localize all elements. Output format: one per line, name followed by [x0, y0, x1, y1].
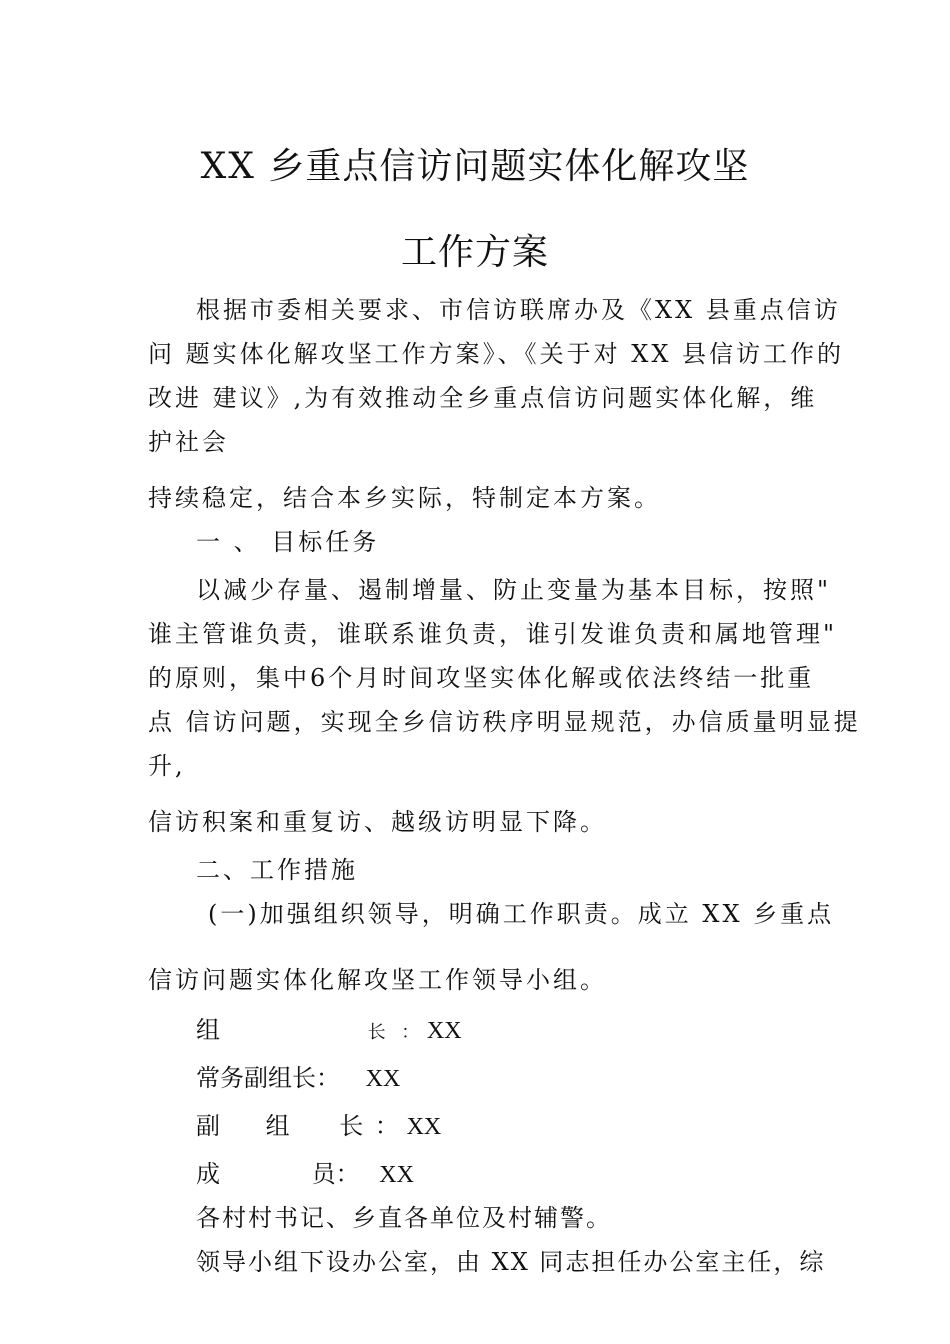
- document-title-line1: [0, 138, 950, 189]
- section1-heading: 一 、 目标任务: [196, 528, 380, 556]
- intro-line-3: 改进 建议》,为有效推动全乡重点信访问题实体化解，维: [148, 384, 818, 412]
- section2-heading: 二、工作措施: [196, 856, 358, 884]
- roster-exec-deputy: [196, 1058, 400, 1093]
- measure1-line-2: 信访问题实体化解攻坚工作领导小组。: [148, 966, 607, 994]
- roster-leader-value: XX: [426, 1018, 462, 1044]
- intro-line-1: 根据市委相关要求、市信访联席办及《XX 县重点信访: [196, 296, 841, 324]
- section1-line-4: 点 信访问题，实现全乡信访秩序明显规范，办信质量明显提: [148, 708, 861, 736]
- section1-line-3: 的原则，集中6个月时间攻坚实体化解或依法终结一批重: [148, 664, 815, 692]
- roster-deputy-label-b: 组: [265, 1112, 290, 1140]
- section1-line-5: 升,: [148, 752, 186, 780]
- measure1-line-1: (一)加强组织领导，明确工作职责。成立 XX 乡重点: [208, 900, 835, 928]
- office-line: 领导小组下设办公室，由 XX 同志担任办公室主任，综: [196, 1248, 826, 1276]
- title-placeholder-xx: XX: [200, 146, 256, 187]
- roster-deputy-label-a: 副: [196, 1112, 220, 1140]
- roster-members: [196, 1154, 414, 1189]
- title-text: 乡重点信访问题实体化解攻坚: [268, 146, 750, 187]
- roster-member-label-a: 成: [196, 1160, 220, 1188]
- roster-deputy-label-c: 长: [339, 1112, 364, 1140]
- roster-exec-deputy-value: XX: [365, 1066, 401, 1092]
- roster-leader-sep: ：: [401, 1022, 420, 1043]
- roster-deputy: [196, 1106, 441, 1141]
- intro-line-2: 问 题实体化解攻坚工作方案》、《关于对 XX 县信访工作的: [148, 340, 845, 368]
- roster-leader: [196, 1010, 462, 1045]
- roster-member-label-b: 员：: [311, 1160, 360, 1188]
- document-title-line2: 工作方案: [400, 232, 549, 273]
- roster-leader-label-b: 长: [367, 1022, 386, 1043]
- roster-deputy-value: XX: [406, 1114, 442, 1140]
- members-line: 各村村书记、乡直各单位及村辅警。: [196, 1204, 612, 1232]
- section1-line-2: 谁主管谁负责，谁联系谁负责，谁引发谁负责和属地管理": [148, 620, 838, 648]
- section1-line-1: 以减少存量、遏制增量、防止变量为基本目标，按照": [196, 576, 832, 604]
- intro-line-4: 护社会: [148, 428, 229, 456]
- roster-deputy-sep: ：: [374, 1112, 399, 1140]
- roster-exec-deputy-label: 常务副组长：: [196, 1064, 340, 1092]
- roster-leader-label-a: 组: [196, 1016, 220, 1044]
- section1-line-6: 信访积案和重复访、越级访明显下降。: [148, 808, 607, 836]
- roster-member-value: XX: [379, 1162, 414, 1188]
- intro-line-5: 持续稳定，结合本乡实际，特制定本方案。: [148, 484, 661, 512]
